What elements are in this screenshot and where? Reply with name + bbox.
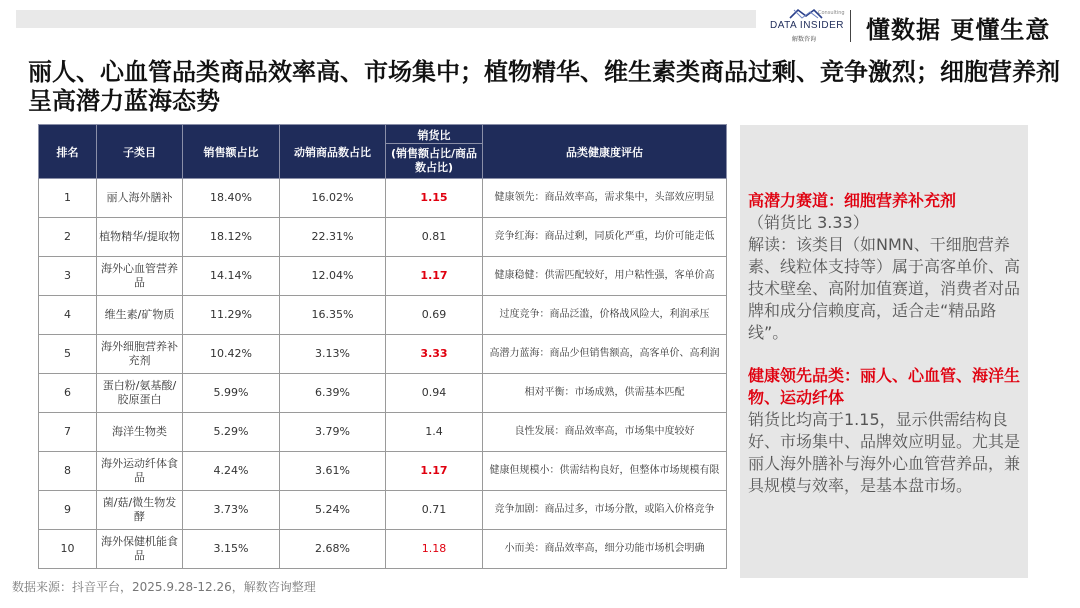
cell-category: 丽人海外膳补	[97, 179, 183, 218]
panel-heading-leading: 健康领先品类：丽人、心血管、海洋生物、运动纤体	[748, 366, 1021, 407]
table-row	[39, 335, 727, 374]
table-row	[39, 530, 727, 569]
table-row	[39, 413, 727, 452]
cell-sales-share: 18.12%	[183, 218, 280, 257]
cell-ratio: 1.15	[386, 179, 483, 218]
cell-evaluation: 高潜力蓝海：商品少但销售额高，高客单价、高利润	[483, 335, 727, 374]
cell-category: 海外细胞营养补充剂	[97, 335, 183, 374]
cell-sales-share: 10.42%	[183, 335, 280, 374]
category-table	[38, 124, 727, 569]
cell-evaluation: 过度竞争：商品泛滥，价格战风险大，利润承压	[483, 296, 727, 335]
cell-ratio: 0.81	[386, 218, 483, 257]
cell-rank: 6	[39, 374, 97, 413]
table-row	[39, 491, 727, 530]
cell-product-share: 3.79%	[280, 413, 386, 452]
table-row	[39, 257, 727, 296]
cell-product-share: 5.24%	[280, 491, 386, 530]
cell-product-share: 2.68%	[280, 530, 386, 569]
cell-category: 海洋生物类	[97, 413, 183, 452]
cell-product-share: 16.02%	[280, 179, 386, 218]
table-row	[39, 296, 727, 335]
header-slogan: 懂数据 更懂生意	[866, 16, 1051, 44]
logo-brand-sub: 解数咨询	[792, 36, 817, 43]
cell-product-share: 6.39%	[280, 374, 386, 413]
cell-sales-share: 14.14%	[183, 257, 280, 296]
cell-sales-share: 3.15%	[183, 530, 280, 569]
cell-ratio: 0.94	[386, 374, 483, 413]
cell-ratio: 1.18	[386, 530, 483, 569]
cell-category: 维生素/矿物质	[97, 296, 183, 335]
cell-evaluation: 竞争加剧：商品过多，市场分散，或陷入价格竞争	[483, 491, 727, 530]
cell-sales-share: 18.40%	[183, 179, 280, 218]
cell-evaluation: 良性发展：商品效率高，市场集中度较好	[483, 413, 727, 452]
insight-panel	[740, 125, 1028, 578]
cell-ratio: 0.71	[386, 491, 483, 530]
cell-sales-share: 5.99%	[183, 374, 280, 413]
table-row	[39, 452, 727, 491]
cell-sales-share: 3.73%	[183, 491, 280, 530]
logo-consulting-text: Consulting	[818, 10, 845, 16]
cell-ratio: 0.69	[386, 296, 483, 335]
header-evaluation: 品类健康度评估	[483, 125, 727, 179]
cell-rank: 2	[39, 218, 97, 257]
cell-evaluation: 相对平衡：市场成熟，供需基本匹配	[483, 374, 727, 413]
logo-brand-name: DATA INSIDER	[770, 20, 844, 31]
table-row	[39, 218, 727, 257]
cell-rank: 9	[39, 491, 97, 530]
data-insider-logo	[770, 8, 845, 44]
cell-evaluation: 健康稳健：供需匹配较好，用户粘性强，客单价高	[483, 257, 727, 296]
cell-category: 蛋白粉/氨基酸/胶原蛋白	[97, 374, 183, 413]
table-row	[39, 374, 727, 413]
header-rank: 排名	[39, 125, 97, 179]
cell-product-share: 22.31%	[280, 218, 386, 257]
cell-evaluation: 小而美：商品效率高，细分功能市场机会明确	[483, 530, 727, 569]
cell-category: 菌/菇/微生物发酵	[97, 491, 183, 530]
cell-rank: 5	[39, 335, 97, 374]
cell-sales-share: 11.29%	[183, 296, 280, 335]
cell-product-share: 16.35%	[280, 296, 386, 335]
header-ratio	[386, 125, 483, 179]
cell-rank: 7	[39, 413, 97, 452]
top-gray-bar	[16, 10, 756, 28]
cell-ratio: 3.33	[386, 335, 483, 374]
header-divider	[850, 10, 851, 42]
table-row	[39, 179, 727, 218]
cell-product-share: 12.04%	[280, 257, 386, 296]
cell-ratio: 1.17	[386, 452, 483, 491]
panel-ratio-note: （销货比 3.33）	[748, 213, 869, 232]
cell-evaluation: 健康但规模小：供需结构良好，但整体市场规模有限	[483, 452, 727, 491]
header-ratio-top: 销货比	[386, 128, 482, 144]
panel-leading-detail: 销货比均高于1.15，显示供需结构良好、市场集中、品牌效应明显。尤其是丽人海外膳补与海外心血管营养品，兼具规模与效率，是基本盘市场。	[748, 410, 1021, 495]
cell-category: 植物精华/提取物	[97, 218, 183, 257]
page-title: 丽人、心血管品类商品效率高、市场集中；植物精华、维生素类商品过剩、竞争激烈；细胞营养剂呈高潜力蓝海态势	[28, 58, 1060, 115]
header-sales-share: 销售额占比	[183, 125, 280, 179]
header-category: 子类目	[97, 125, 183, 179]
cell-rank: 4	[39, 296, 97, 335]
cell-sales-share: 5.29%	[183, 413, 280, 452]
cell-rank: 1	[39, 179, 97, 218]
cell-sales-share: 4.24%	[183, 452, 280, 491]
cell-evaluation: 健康领先：商品效率高，需求集中，头部效应明显	[483, 179, 727, 218]
cell-ratio: 1.17	[386, 257, 483, 296]
cell-category: 海外保健机能食品	[97, 530, 183, 569]
header-product-share: 动销商品数占比	[280, 125, 386, 179]
cell-category: 海外心血管营养品	[97, 257, 183, 296]
cell-product-share: 3.13%	[280, 335, 386, 374]
panel-interpretation: 解读：该类目（如NMN、干细胞营养素、线粒体支持等）属于高客单价、高技术壁垒、高附加值赛道，消费者对品牌和成分信赖度高，适合走“精品路线”。	[748, 235, 1021, 342]
cell-product-share: 3.61%	[280, 452, 386, 491]
cell-rank: 8	[39, 452, 97, 491]
cell-category: 海外运动纤体食品	[97, 452, 183, 491]
cell-ratio: 1.4	[386, 413, 483, 452]
cell-rank: 3	[39, 257, 97, 296]
panel-heading-potential: 高潜力赛道：细胞营养补充剂	[748, 191, 957, 210]
header-ratio-bottom: (销售额占比/商品数占比)	[390, 147, 478, 174]
cell-rank: 10	[39, 530, 97, 569]
cell-evaluation: 竞争红海：商品过剩，同质化严重，均价可能走低	[483, 218, 727, 257]
data-source-note: 数据来源：抖音平台，2025.9.28-12.26，解数咨询整理	[12, 580, 316, 594]
